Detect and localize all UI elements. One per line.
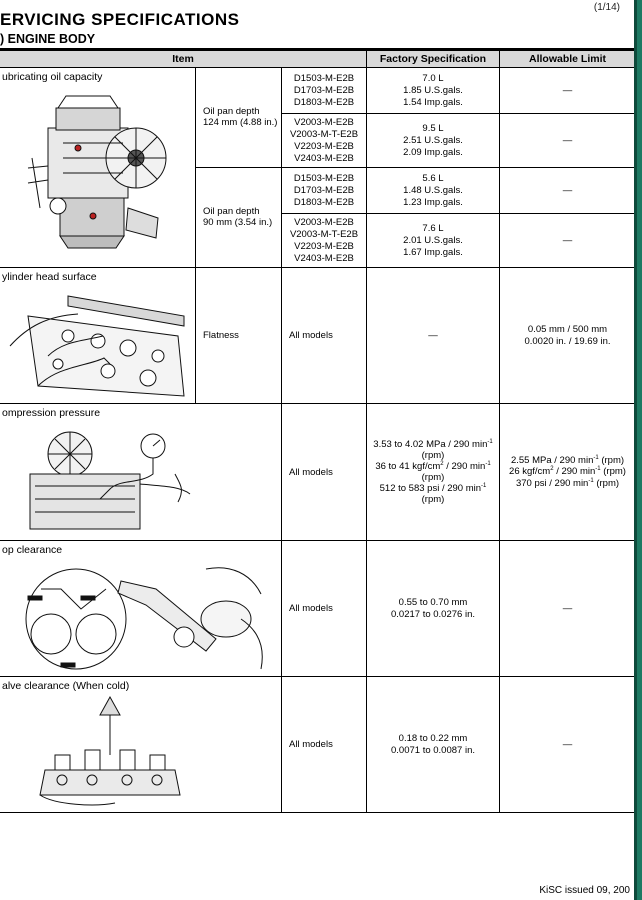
top-clearance-models: All models bbox=[282, 541, 367, 677]
model-name: D1503-M-E2B bbox=[293, 172, 355, 184]
top-clearance-illustration bbox=[6, 559, 281, 674]
compression-limit-line-1: 2.55 MPa / 290 $\min^{-1} (rpm)$ bbox=[510, 455, 625, 467]
oil-pan-124-label1: Oil pan depth bbox=[203, 106, 260, 117]
compression-spec bbox=[367, 404, 500, 541]
model-name: D1703-M-E2B bbox=[293, 84, 355, 96]
oil-pan-90-label2: 90 mm (3.54 in.) bbox=[203, 217, 273, 228]
model-name: V2203-M-E2B bbox=[294, 240, 354, 252]
col-header-allowable-limit: Allowable Limit bbox=[500, 51, 636, 68]
cylinder-head-models: All models bbox=[282, 268, 367, 404]
spec-value: 0.18 to 0.22 mm bbox=[398, 732, 468, 744]
limit-group-3: — bbox=[500, 168, 636, 214]
spec-value: 0.0071 to 0.0087 in. bbox=[391, 744, 475, 756]
top-clearance-item-label: op clearance bbox=[2, 544, 63, 556]
spec-group-2 bbox=[367, 114, 500, 168]
compression-gauge-illustration bbox=[10, 424, 280, 536]
spec-value: 2.01 U.S.gals. bbox=[403, 234, 463, 246]
top-clearance-spec bbox=[367, 541, 500, 677]
models-group-4 bbox=[282, 214, 367, 268]
col-header-item: Item bbox=[0, 51, 367, 68]
spec-value: 9.5 L bbox=[422, 122, 444, 134]
limit-group-1: — bbox=[500, 68, 636, 114]
model-name: D1503-M-E2B bbox=[293, 72, 355, 84]
col-header-factory-spec: Factory Specification bbox=[367, 51, 500, 68]
spec-value: 1.54 Imp.gals. bbox=[403, 96, 463, 108]
models-group-1 bbox=[282, 68, 367, 114]
spec-value: 2.51 U.S.gals. bbox=[403, 134, 463, 146]
cylinder-head-spec: — bbox=[367, 268, 500, 404]
valve-clearance-spec bbox=[367, 677, 500, 813]
top-clearance-item-cell bbox=[0, 541, 282, 677]
straightedge-illustration bbox=[8, 286, 188, 398]
page-title: ERVICING SPECIFICATIONS bbox=[0, 10, 240, 29]
compression-spec-line-2: 36 to 41 kgf/$cm^2 / 290$ $\min^{-1} (rpm)$ bbox=[375, 460, 491, 484]
spec-value: 2.09 Imp.gals. bbox=[403, 146, 463, 158]
cylinder-head-item-cell bbox=[0, 268, 196, 404]
compression-spec-line-3: 512 to 583 psi / 290 $\min^{-1} (rpm)$ bbox=[379, 483, 487, 506]
spec-value: 1.23 Imp.gals. bbox=[403, 196, 463, 208]
spec-value: 0.0217 to 0.0276 in. bbox=[391, 608, 475, 620]
issue-footer: KiSC issued 09, 200 bbox=[539, 885, 630, 896]
valve-clearance-item-label: alve clearance (When cold) bbox=[2, 680, 130, 692]
model-name: V2003-M-T-E2B bbox=[289, 228, 359, 240]
oil-pan-90-label1: Oil pan depth bbox=[203, 206, 260, 217]
valve-clearance-illustration bbox=[35, 695, 185, 810]
spec-group-1 bbox=[367, 68, 500, 114]
lubricating-item-cell bbox=[0, 68, 196, 268]
oil-pan-124-cell bbox=[196, 68, 282, 168]
cylinder-head-limit bbox=[500, 268, 636, 404]
compression-item-cell bbox=[0, 404, 282, 541]
cylinder-head-item-label: ylinder head surface bbox=[2, 271, 97, 283]
valve-clearance-models: All models bbox=[282, 677, 367, 813]
compression-limit-line-3: 370 psi / 290 $\min^{-1} (rpm)$ bbox=[515, 477, 620, 489]
compression-models: All models bbox=[282, 404, 367, 541]
compression-item-label: ompression pressure bbox=[2, 407, 101, 419]
model-name: V2203-M-E2B bbox=[294, 140, 354, 152]
oil-pan-90-cell bbox=[196, 168, 282, 268]
section-title: ) ENGINE BODY bbox=[0, 32, 96, 46]
flatness-label: Flatness bbox=[196, 268, 282, 404]
spec-value: 1.85 U.S.gals. bbox=[403, 84, 463, 96]
spec-value: 1.67 Imp.gals. bbox=[403, 246, 463, 258]
valve-clearance-limit: — bbox=[500, 677, 636, 813]
spec-value: 7.6 L bbox=[422, 222, 444, 234]
spec-value: 5.6 L bbox=[422, 172, 444, 184]
model-name: V2403-M-E2B bbox=[294, 152, 354, 164]
spec-value: 1.48 U.S.gals. bbox=[403, 184, 463, 196]
limit-value: 0.05 mm / 500 mm bbox=[527, 323, 608, 335]
models-group-2 bbox=[282, 114, 367, 168]
limit-value: 0.0020 in. / 19.69 in. bbox=[524, 335, 611, 347]
top-clearance-limit: — bbox=[500, 541, 636, 677]
spec-group-4 bbox=[367, 214, 500, 268]
page-number: (1/14) bbox=[593, 2, 620, 13]
lubricating-item-label: ubricating oil capacity bbox=[2, 71, 103, 83]
model-name: V2003-M-E2B bbox=[294, 216, 354, 228]
compression-limit bbox=[500, 404, 636, 541]
spec-table bbox=[0, 50, 636, 813]
model-name: D1803-M-E2B bbox=[293, 196, 355, 208]
spec-value: 7.0 L bbox=[422, 72, 444, 84]
model-name: V2003-M-T-E2B bbox=[289, 128, 359, 140]
oil-pan-124-label2: 124 mm (4.88 in.) bbox=[203, 117, 278, 128]
spec-group-3 bbox=[367, 168, 500, 214]
model-name: V2003-M-E2B bbox=[294, 116, 354, 128]
limit-group-2: — bbox=[500, 114, 636, 168]
spec-value: 0.55 to 0.70 mm bbox=[398, 596, 468, 608]
models-group-3 bbox=[282, 168, 367, 214]
engine-illustration bbox=[18, 88, 188, 258]
model-name: D1803-M-E2B bbox=[293, 96, 355, 108]
compression-limit-line-2: 26 kgf/$cm^2 / 290$ $\min^{-1} (rpm)$ bbox=[509, 466, 626, 478]
valve-clearance-item-cell bbox=[0, 677, 282, 813]
limit-group-4: — bbox=[500, 214, 636, 268]
model-name: V2403-M-E2B bbox=[294, 252, 354, 264]
model-name: D1703-M-E2B bbox=[293, 184, 355, 196]
compression-spec-line-1: 3.53 to 4.02 MPa / 290 $\min^{-1} (rpm)$ bbox=[373, 438, 493, 461]
